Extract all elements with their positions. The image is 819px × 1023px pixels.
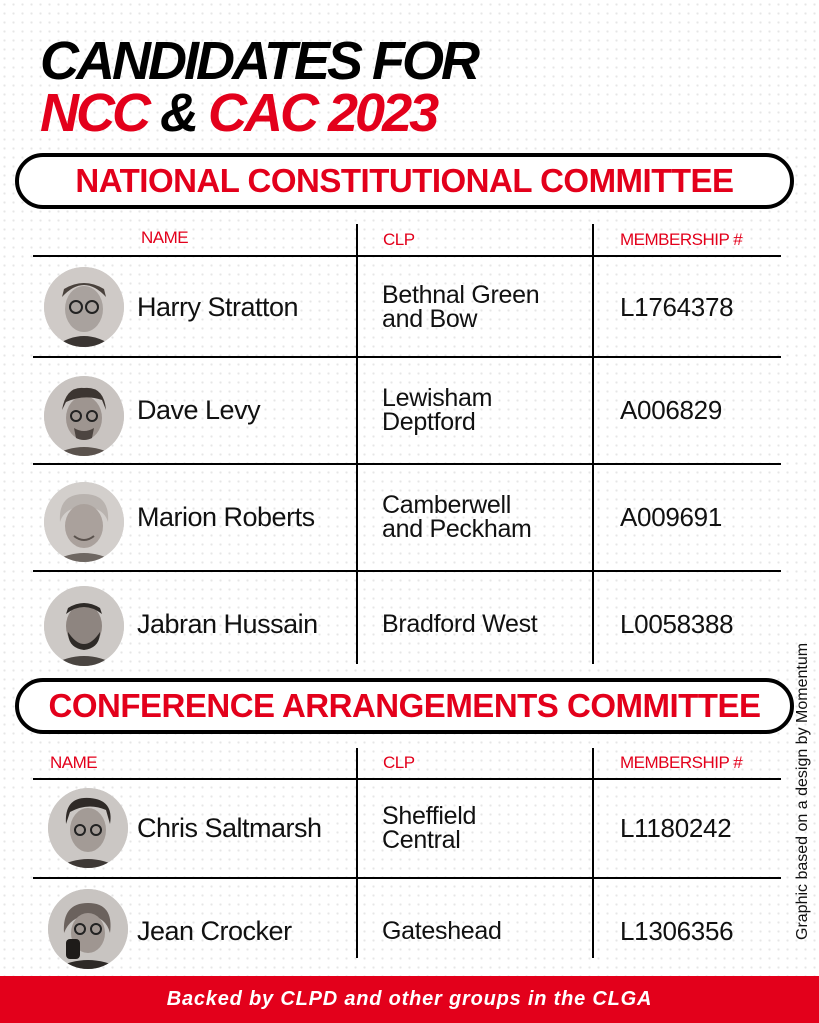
footer-banner: Backed by CLPD and other groups in the CLGA — [0, 976, 819, 1023]
avatar-dave-levy — [44, 376, 124, 456]
ncc-row — [0, 255, 819, 359]
candidate-clp: Bradford West — [382, 609, 538, 638]
candidate-clp: Lewisham Deptford — [382, 383, 493, 436]
ncc-col-clp: CLP — [383, 230, 415, 249]
candidate-clp: Bethnal Green and Bow — [382, 280, 540, 333]
ncc-col-membership: MEMBERSHIP # — [620, 230, 743, 249]
title-cac: CAC 2023 — [208, 83, 437, 143]
ncc-row — [0, 465, 819, 569]
avatar-harry-stratton — [44, 267, 124, 347]
candidate-name: Chris Saltmarsh — [137, 812, 322, 843]
cac-col-name: NAME — [50, 753, 98, 772]
avatar-chris-saltmarsh — [48, 788, 128, 868]
candidate-membership: L1764378 — [620, 291, 734, 322]
cac-col-clp: CLP — [383, 753, 415, 772]
candidate-clp: Gateshead — [382, 916, 502, 945]
candidate-clp: Camberwell and Peckham — [382, 490, 532, 543]
avatar-jabran-hussain — [44, 586, 124, 666]
page-title-line-2 — [40, 83, 437, 143]
cac-col-membership: MEMBERSHIP # — [620, 753, 743, 772]
candidate-name: Marion Roberts — [137, 501, 315, 532]
title-ampersand: & — [160, 83, 197, 143]
candidate-membership: L1180242 — [620, 812, 732, 843]
ncc-row — [0, 572, 819, 676]
candidate-name: Jean Crocker — [137, 915, 292, 946]
cac-row — [0, 879, 819, 983]
avatar-marion-roberts — [44, 482, 124, 562]
cac-heading: CONFERENCE ARRANGEMENTS COMMITTEE — [15, 678, 794, 734]
candidate-membership: L0058388 — [620, 608, 734, 639]
page-title-line-1: CANDIDATES FOR — [40, 31, 477, 91]
ncc-row — [0, 358, 819, 462]
candidate-name: Jabran Hussain — [137, 608, 318, 639]
title-ncc: NCC — [40, 83, 148, 143]
candidate-name: Harry Stratton — [137, 291, 299, 322]
candidate-clp: Sheffield Central — [382, 801, 477, 854]
ncc-col-name: NAME — [141, 228, 189, 247]
cac-row — [0, 776, 819, 880]
candidate-membership: A009691 — [620, 501, 723, 532]
ncc-heading: NATIONAL CONSTITUTIONAL COMMITTEE — [15, 153, 794, 209]
candidate-name: Dave Levy — [137, 394, 261, 425]
design-credit: Graphic based on a design by Momentum — [794, 642, 811, 940]
candidate-membership: A006829 — [620, 394, 723, 425]
avatar-jean-crocker — [48, 889, 128, 969]
candidate-membership: L1306356 — [620, 915, 734, 946]
